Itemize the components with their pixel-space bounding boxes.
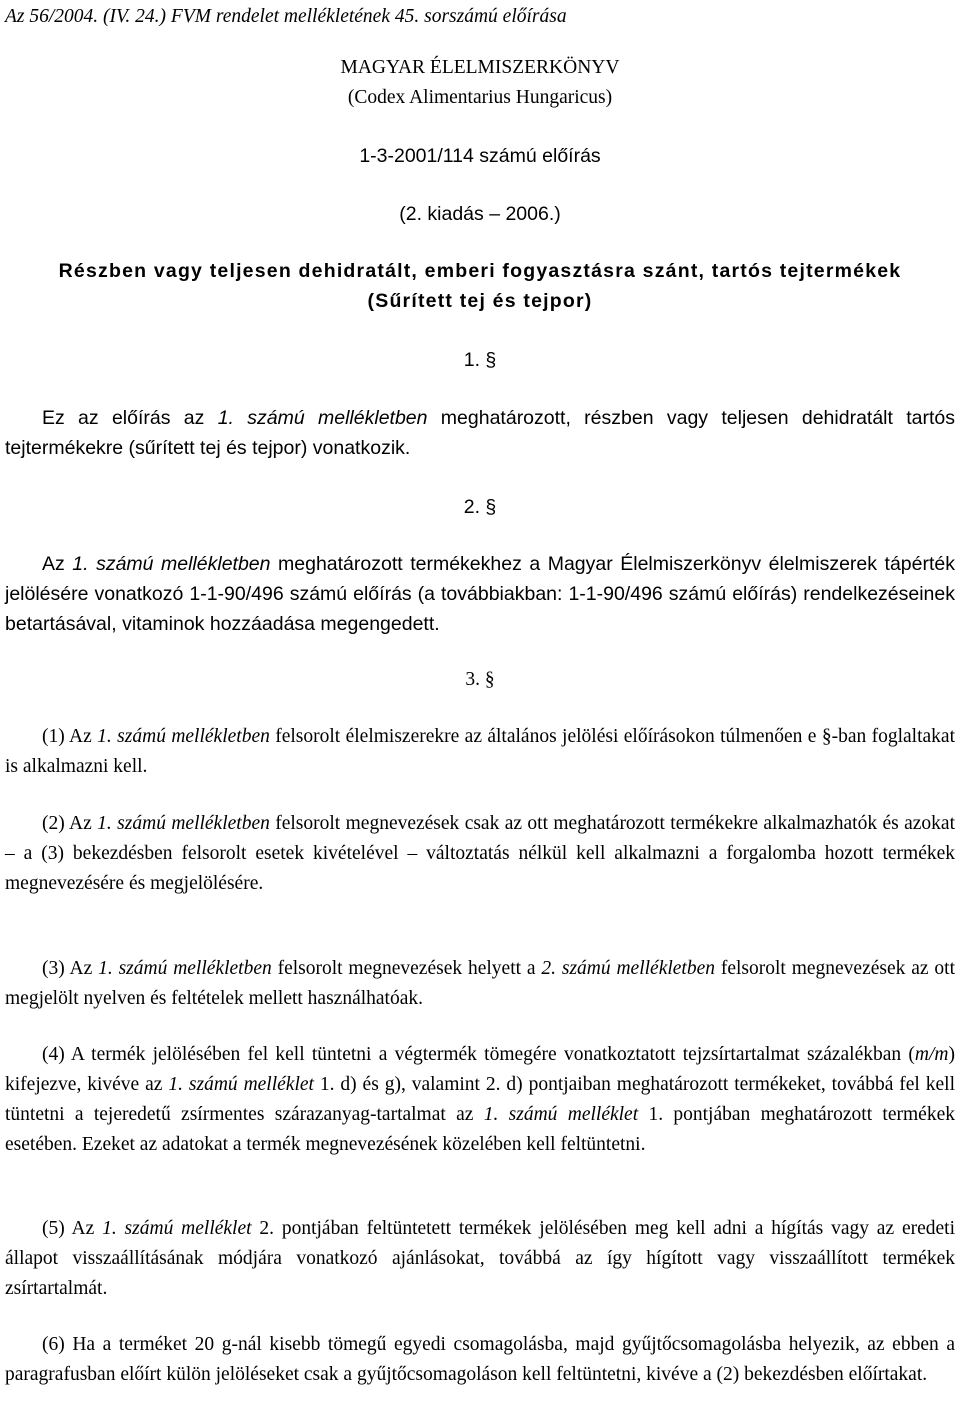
codex-title (0, 53, 960, 113)
text-span: Ez az előírás az (42, 407, 218, 429)
text-span: felsorolt élelmiszerekre az általános jelölési előírásokon túlmenően e §-ban foglaltakat is alkalmazni kell. (5, 726, 955, 777)
section-1-paragraph (5, 403, 955, 463)
section-3-paragraph-5 (5, 1214, 955, 1304)
section-3-paragraph-4 (5, 1040, 955, 1160)
text-span: Az (42, 553, 73, 575)
text-span: (2) Az (42, 813, 98, 834)
section-3-heading: 3. § (465, 669, 495, 690)
section-3-paragraph-3 (5, 954, 955, 1014)
annex-reference: 1. számú mellékletben (72, 553, 271, 575)
regulation-reference: Az 56/2004. (IV. 24.) FVM rendelet mellékletének 45. sorszámú előírása (5, 6, 567, 27)
annex-reference: 1. számú mellékletben (217, 407, 428, 429)
annex-reference: 1. számú mellékletben (97, 726, 270, 747)
text-span: meghatározott termékekhez a Magyar Élelmiszerkönyv élelmiszerek tápérték jelölésére vonatkozó 1-1-90/496 számú előírás (a továbbiakban: 1-1-90/496 számú előírás) rendelkezéseinek betartásával, vitaminok hozzáadása megengedett. (5, 553, 955, 635)
subject-title-line2: (Sűrített tej és tejpor) (367, 290, 593, 312)
text-span: felsorolt megnevezések helyett a (271, 958, 542, 979)
text-span: 2. pontjában feltüntetett termékek jelölésében meg kell adni a hígítás vagy az eredeti állapot visszaállításának módjára vonatkozó ajánlásokat, továbbá az így hígított vagy visszaállított termékek zsírtartalmát. (5, 1218, 956, 1299)
text-span: 1. d) és g), valamint 2. d) pontjaiban meghatározott termékeket, továbbá fel kell tüntetni a tejeredetű zsírmentes szárazanyag-tartalmat az (5, 1074, 955, 1125)
text-span: meghatározott, részben vagy teljesen dehidratált tartós tejtermékekre (sűrített tej és tejpor) vonatkozik. (5, 407, 956, 459)
codex-title-line2: (Codex Alimentarius Hungaricus) (347, 87, 613, 108)
text-span: felsorolt megnevezések csak az ott meghatározott termékekre alkalmazhatók és azokat – a (3) bekezdésben felsorolt esetek kivételével – változtatás nélkül kell alkalmazni a forgalomba hozott termékek megnevezésére és megjelölésére. (5, 813, 955, 894)
text-span: 1. pontjában meghatározott termékek esetében. Ezeket az adatokat a termék megnevezésének közelében kell feltüntetni. (5, 1104, 955, 1155)
annex-reference: 1. számú mellékletben (97, 813, 270, 834)
annex-reference: 1. számú mellékletben (98, 958, 272, 979)
section-2-paragraph (5, 549, 955, 639)
text-span: felsorolt megnevezések az ott megjelölt nyelven és feltételek mellett használhatóak. (5, 958, 955, 1009)
edition-note: (2. kiadás – 2006.) (399, 203, 561, 225)
subject-title-line1: Részben vagy teljesen dehidratált, emberi fogyasztásra szánt, tartós tejtermékek (58, 260, 902, 282)
text-span: ) kifejezve, kivéve az (5, 1044, 955, 1095)
regulation-code: 1-3-2001/114 számú előírás (359, 145, 601, 167)
section-3-paragraph-6: (6) Ha a terméket 20 g-nál kisebb tömegű egyedi csomagolásba, majd gyűjtőcsomagolásba helyezik, az ebben a paragrafusban előírt külön jelöléseket csak a gyűjtőcsomagoláson kell feltüntetni, kivéve a (2) bekezdésben előírtakat. (5, 1334, 955, 1385)
section-2-heading: 2. § (463, 496, 497, 518)
text-span: (3) Az (42, 958, 99, 979)
text-span: (4) A termék jelölésében fel kell tüntetni a végtermék tömegére vonatkoztatott tejzsírtartalmat százalékban ( (42, 1044, 915, 1065)
section-1-heading: 1. § (463, 349, 497, 371)
section-3-paragraph-1 (5, 722, 955, 782)
section-3-paragraph-2 (5, 809, 955, 899)
codex-title-line1: MAGYAR ÉLELMISZERKÖNYV (340, 57, 620, 78)
annex-reference: 2. számú mellékletben (541, 958, 716, 979)
text-span: (5) Az (42, 1218, 103, 1239)
annex-reference: 1. számú melléklet (168, 1074, 314, 1095)
annex-reference: 1. számú melléklet (102, 1218, 252, 1239)
unit-reference: m/m (914, 1044, 949, 1065)
annex-reference: 1. számú melléklet (483, 1104, 639, 1125)
text-span: (1) Az (42, 726, 98, 747)
subject-title (0, 256, 960, 316)
